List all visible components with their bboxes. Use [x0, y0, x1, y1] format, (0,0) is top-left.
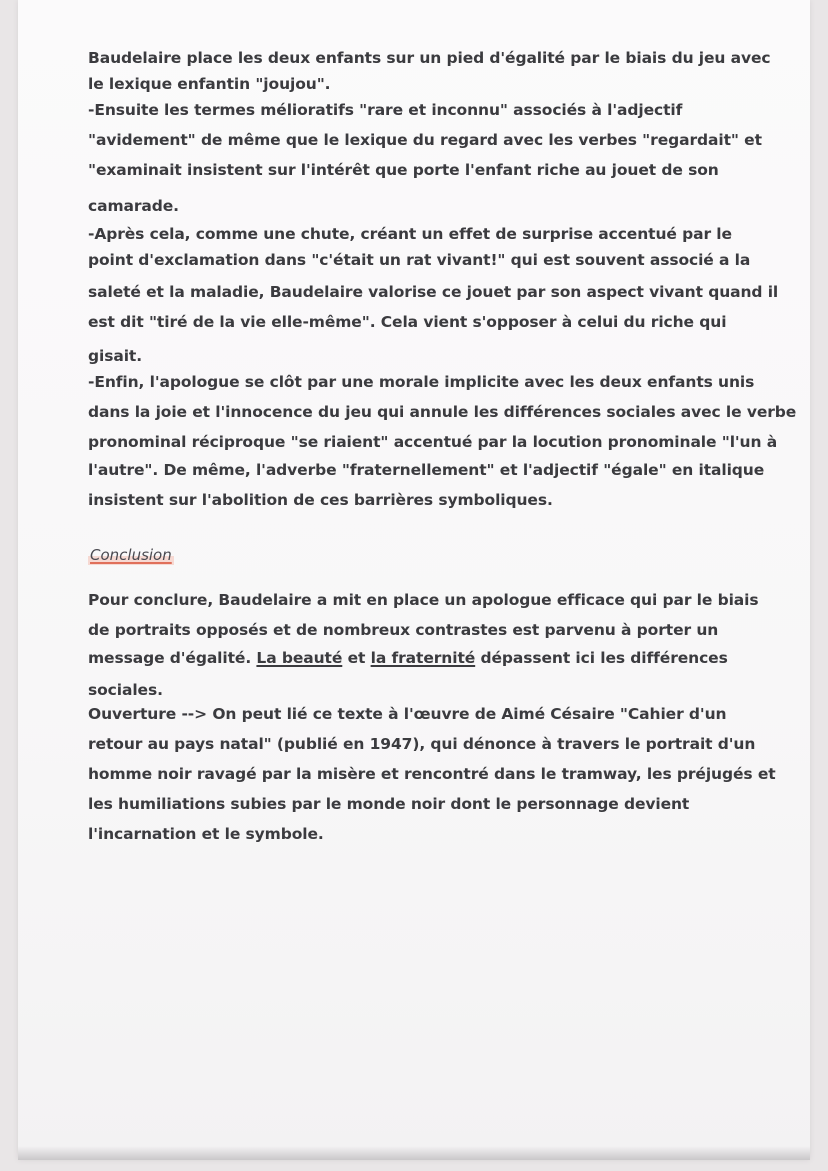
- text-line: l'incarnation et le symbole.: [88, 825, 324, 843]
- text-segment: et: [342, 649, 371, 667]
- text-line: gisait.: [88, 347, 143, 365]
- text-line: dans la joie et l'innocence du jeu qui annule les différences sociales avec le verbe: [88, 403, 797, 421]
- text-line: "examinait insistent sur l'intérêt que porte l'enfant riche au jouet de son: [88, 161, 719, 179]
- underlined-term: La beauté: [256, 649, 343, 667]
- conclusion-heading: Conclusion: [90, 546, 172, 564]
- text-line: pronominal réciproque "se riaient" accentué par la locution pronominale "l'un à: [88, 433, 778, 451]
- text-line: retour au pays natal" (publié en 1947), qui dénonce à travers le portrait d'un: [88, 735, 756, 753]
- page-bottom-shadow: [18, 1146, 810, 1160]
- text-line: "avidement" de même que le lexique du regard avec les verbes "regardait" et: [88, 131, 762, 149]
- text-line: homme noir ravagé par la misère et rencontré dans le tramway, les préjugés et: [88, 765, 776, 783]
- text-segment: message d'égalité.: [88, 649, 257, 667]
- text-line: insistent sur l'abolition de ces barrières symboliques.: [88, 491, 553, 509]
- text-line: -Enfin, l'apologue se clôt par une morale implicite avec les deux enfants unis: [88, 373, 755, 391]
- text-line: Baudelaire place les deux enfants sur un pied d'égalité par le biais du jeu avec: [88, 49, 771, 67]
- text-line: -Ensuite les termes mélioratifs "rare et inconnu" associés à l'adjectif: [88, 101, 683, 119]
- text-segment: dépassent ici les différences: [475, 649, 728, 667]
- text-line: Ouverture --> On peut lié ce texte à l'œuvre de Aimé Césaire "Cahier d'un: [88, 705, 727, 723]
- text-line: les humiliations subies par le monde noir dont le personnage devient: [88, 795, 690, 813]
- text-line: de portraits opposés et de nombreux contrastes est parvenu à porter un: [88, 621, 719, 639]
- text-line: camarade.: [88, 197, 179, 215]
- underlined-term: la fraternité: [370, 649, 476, 667]
- text-line: saleté et la maladie, Baudelaire valorise ce jouet par son aspect vivant quand il: [88, 283, 779, 301]
- text-line: -Après cela, comme une chute, créant un effet de surprise accentué par le: [88, 225, 732, 243]
- text-line: point d'exclamation dans "c'était un rat vivant!" qui est souvent associé a la: [88, 251, 751, 269]
- text-line: l'autre". De même, l'adverbe "fraternellement" et l'adjectif "égale" en italique: [88, 461, 765, 479]
- text-line: est dit "tiré de la vie elle-même". Cela vient s'opposer à celui du riche qui: [88, 313, 727, 331]
- text-line: Pour conclure, Baudelaire a mit en place un apologue efficace qui par le biais: [88, 591, 759, 609]
- text-line: sociales.: [88, 681, 163, 699]
- text-line: [88, 648, 728, 668]
- text-line: le lexique enfantin "joujou".: [88, 75, 331, 93]
